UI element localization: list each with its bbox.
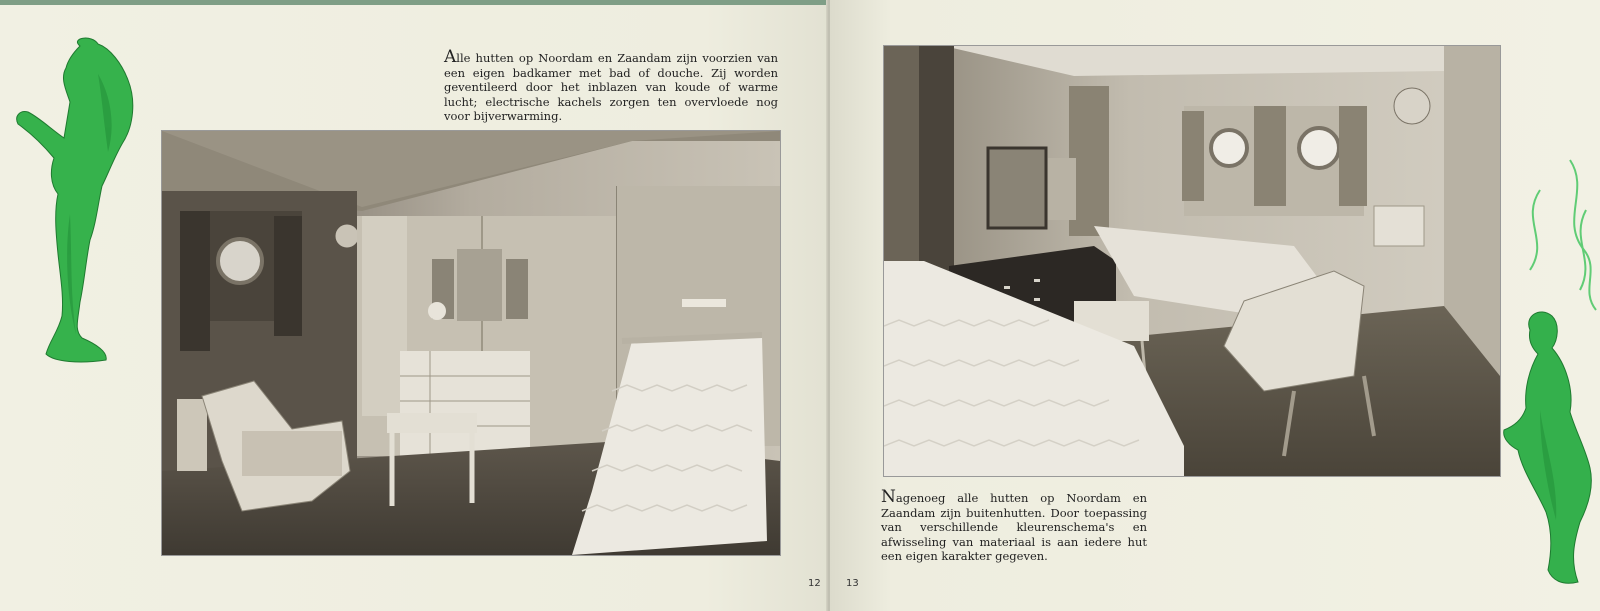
left-caption: [444, 47, 778, 124]
right-caption-body: agenoeg alle hutten op Noordam en Zaandam zijn buitenhutten. Door toepassing van verschillende kleurenschema's en afwisseling van materiaal is aan iedere hut een eigen karakter gegeven.: [881, 491, 1147, 563]
page-number-left: 12: [808, 578, 821, 589]
cabin-photo-left-image: [162, 131, 780, 555]
green-statue-ornament: [10, 34, 140, 374]
green-mermaid-ornament: [1500, 150, 1600, 590]
top-edge-band: [0, 0, 830, 5]
right-caption: [881, 487, 1147, 564]
page-number-right: 13: [846, 578, 859, 589]
left-caption-initial: A: [444, 47, 457, 67]
left-caption-body: lle hutten op Noordam en Zaandam zijn voorzien van een eigen badkamer met bad of douche. Zij worden geventileerd door het inblazen van koude of warme lucht; electrische kachels zorgen ten overvloede nog voor bijverwarming.: [444, 51, 778, 123]
cabin-photo-right-image: [884, 46, 1500, 476]
cabin-photo-right: [884, 46, 1500, 476]
right-caption-initial: N: [881, 487, 896, 507]
cabin-photo-left: [162, 131, 780, 555]
